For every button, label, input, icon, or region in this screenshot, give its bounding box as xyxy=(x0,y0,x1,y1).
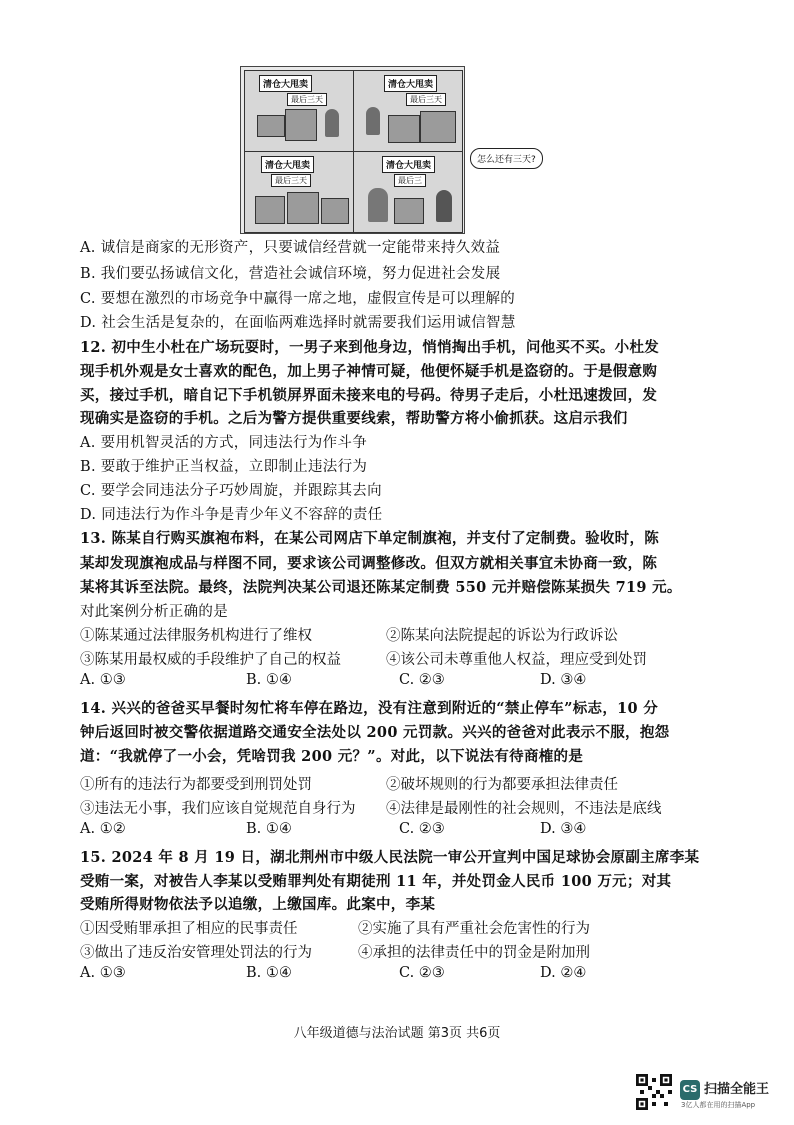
q14-stem-line: 14. 兴兴的爸爸买早餐时匆忙将车停在路边，没有注意到附近的“禁止停车”标志，10 分 xyxy=(80,700,659,717)
goods-box xyxy=(321,198,349,224)
q14-choice-a: A. ①② xyxy=(80,821,126,837)
q14-choice-d: D. ③④ xyxy=(540,821,587,837)
q13-item-3: ③陈某用最权威的手段维护了自己的权益 xyxy=(80,652,341,668)
q14-item-1: ①所有的违法行为都要受到刑罚处罚 xyxy=(80,777,312,793)
q11-option-d: D. 社会生活是复杂的，在面临两难选择时就需要我们运用诚信智慧 xyxy=(80,315,516,331)
q13-item-2: ②陈某向法院提起的诉讼为行政诉讼 xyxy=(386,628,618,644)
comic-panel-3 xyxy=(244,151,354,233)
shopkeeper-figure xyxy=(368,188,388,222)
sale-sign: 清仓大甩卖 xyxy=(261,156,314,173)
scanner-brand: 扫描全能王 xyxy=(704,1082,770,1097)
comic-panel-1 xyxy=(244,70,354,152)
comic-illustration xyxy=(240,66,465,234)
shopkeeper-figure xyxy=(325,109,339,137)
q15-choice-a: A. ①③ xyxy=(80,965,126,981)
q15-stem-line: 受贿一案，对被告人李某以受贿罪判处有期徒刑 11 年，并处罚金人民币 100 万元；对其 xyxy=(80,873,672,890)
q14-stem-line: 钟后返回时被交警依据道路交通安全法处以 200 元罚款。兴兴的爸爸对此表示不服，抱怨 xyxy=(80,724,670,741)
goods-box xyxy=(287,192,319,224)
q12-option-c: C. 要学会同违法分子巧妙周旋，并跟踪其去向 xyxy=(80,483,382,499)
goods-box xyxy=(255,196,285,224)
q12-stem-line: 买，接过手机，暗自记下手机锁屏界面未接来电的号码。待男子走后，小杜迅速拨回，发 xyxy=(80,387,658,404)
q15-choice-c: C. ②③ xyxy=(399,965,445,981)
q13-item-4: ④该公司未尊重他人权益，理应受到处罚 xyxy=(386,652,647,668)
qr-code-icon xyxy=(636,1074,672,1110)
q11-option-a: A. 诚信是商家的无形资产，只要诚信经营就一定能带来持久效益 xyxy=(80,240,501,256)
page-footer: 八年级道德与法治试题 第3页 共6页 xyxy=(293,1026,501,1041)
speech-bubble: 怎么还有三天? xyxy=(470,148,543,169)
shopkeeper-figure xyxy=(366,107,380,135)
q13-stem-line: 13. 陈某自行购买旗袍布料，在某公司网店下单定制旗袍，并支付了定制费。验收时，陈 xyxy=(80,530,660,547)
q13-stem-line: 某将其诉至法院。最终，法院判决某公司退还陈某定制费 550 元并赔偿陈某损失 719 元。 xyxy=(80,579,682,596)
sale-subsign: 最后三天 xyxy=(406,93,446,106)
sale-subsign: 最后三天 xyxy=(271,174,311,187)
q14-choice-c: C. ②③ xyxy=(399,821,445,837)
goods-box xyxy=(257,115,285,137)
q15-choice-b: B. ①④ xyxy=(246,965,292,981)
q15-item-2: ②实施了具有严重社会危害性的行为 xyxy=(358,921,590,937)
sale-sign: 清仓大甩卖 xyxy=(384,75,437,92)
q15-choice-d: D. ②④ xyxy=(540,965,587,981)
q15-stem-line: 受贿所得财物依法予以追缴，上缴国库。此案中，李某 xyxy=(80,896,436,913)
comic-panel-2 xyxy=(353,70,463,152)
q14-stem-line: 道：“我就停了一小会，凭啥罚我 200 元？”。对此，以下说法有待商榷的是 xyxy=(80,748,584,765)
goods-box xyxy=(388,115,420,143)
q11-option-c: C. 要想在激烈的市场竞争中赢得一席之地，虚假宣传是可以理解的 xyxy=(80,291,516,307)
q13-item-1: ①陈某通过法律服务机构进行了维权 xyxy=(80,628,312,644)
q15-item-3: ③做出了违反治安管理处罚法的行为 xyxy=(80,945,312,961)
goods-box xyxy=(394,198,424,224)
comic-panel-4 xyxy=(353,151,463,233)
camscanner-logo: CS xyxy=(680,1080,700,1100)
q12-stem-line: 现确实是盗窃的手机。之后为警方提供重要线索，帮助警方将小偷抓获。这启示我们 xyxy=(80,410,628,427)
q12-option-a: A. 要用机智灵活的方式，同违法行为作斗争 xyxy=(80,435,367,451)
goods-box xyxy=(420,111,456,143)
q11-option-b: B. 我们要弘扬诚信文化，营造社会诚信环境，努力促进社会发展 xyxy=(80,266,501,282)
q13-stem-line: 对此案例分析正确的是 xyxy=(80,604,228,620)
sale-subsign: 最后三天 xyxy=(287,93,327,106)
q14-item-2: ②破坏规则的行为都要承担法律责任 xyxy=(386,777,618,793)
scanner-tagline: 3亿人都在用的扫描App xyxy=(681,1101,756,1109)
q12-option-b: B. 要敢于维护正当权益，立即制止违法行为 xyxy=(80,459,368,475)
q14-item-4: ④法律是最刚性的社会规则，不违法是底线 xyxy=(386,801,662,817)
sale-subsign: 最后三 xyxy=(394,174,426,187)
goods-box xyxy=(285,109,317,141)
q15-item-1: ①因受贿罪承担了相应的民事责任 xyxy=(80,921,298,937)
sale-sign: 清仓大甩卖 xyxy=(259,75,312,92)
q13-choice-d: D. ③④ xyxy=(540,672,587,688)
q15-stem-line: 15. 2024 年 8 月 19 日，湖北荆州市中级人民法院一审公开宣判中国足球协会原副主席李某 xyxy=(80,849,700,866)
q12-stem-line: 12. 初中生小杜在广场玩耍时，一男子来到他身边，悄悄掏出手机，问他买不买。小杜发 xyxy=(80,339,660,356)
q15-item-4: ④承担的法律责任中的罚金是附加刑 xyxy=(358,945,590,961)
q13-choice-b: B. ①④ xyxy=(246,672,292,688)
sale-sign: 清仓大甩卖 xyxy=(382,156,435,173)
q14-item-3: ③违法无小事，我们应该自觉规范自身行为 xyxy=(80,801,356,817)
q12-option-d: D. 同违法行为作斗争是青少年义不容辞的责任 xyxy=(80,507,383,523)
q13-stem-line: 某却发现旗袍成品与样图不同，要求该公司调整修改。但双方就相关事宜未协商一致，陈 xyxy=(80,555,658,572)
q14-choice-b: B. ①④ xyxy=(246,821,292,837)
q12-stem-line: 现手机外观是女士喜欢的配色，加上男子神情可疑，他便怀疑手机是盗窃的。于是假意购 xyxy=(80,363,658,380)
customer-figure xyxy=(436,190,452,222)
q13-choice-c: C. ②③ xyxy=(399,672,445,688)
q13-choice-a: A. ①③ xyxy=(80,672,126,688)
